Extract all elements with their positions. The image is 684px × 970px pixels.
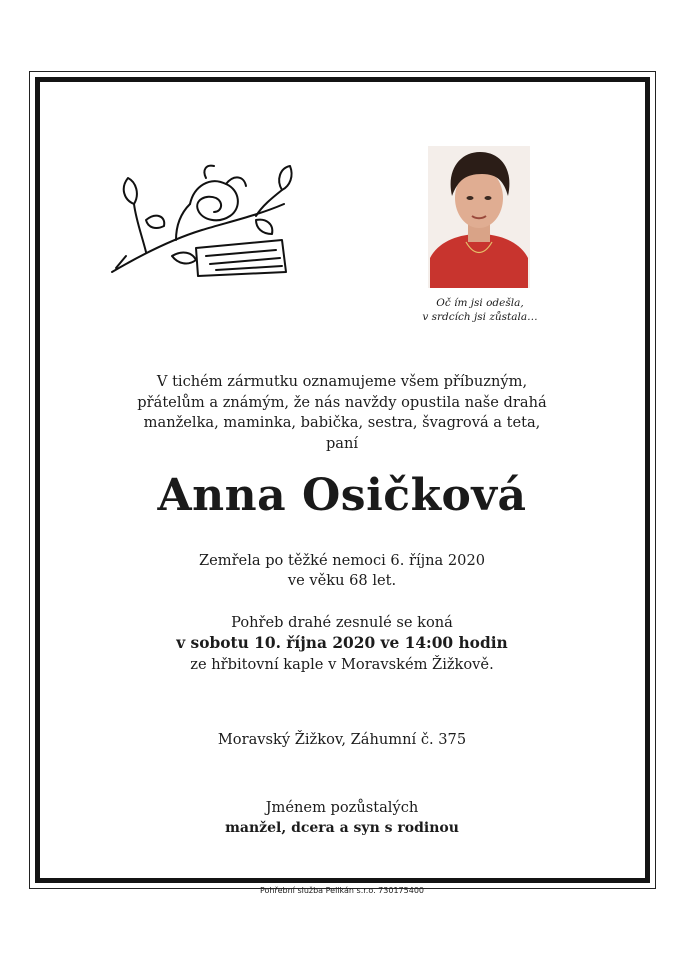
caption-line: Oč ím jsi odešla, xyxy=(436,297,524,309)
funeral-info xyxy=(100,612,584,675)
intro-line: manželka, maminka, babička, sestra, švagrová a teta, xyxy=(143,414,541,431)
rose-drawing-icon xyxy=(106,160,298,280)
death-line: Zemřela po těžké nemoci 6. října 2020 xyxy=(198,552,486,569)
funeral-line: Pohřeb drahé zesnulé se koná xyxy=(231,614,453,631)
deceased-name: Anna Osičková xyxy=(157,470,527,521)
funeral-service-footer: Pohřební služba Pelikán s.r.o. 730175400 xyxy=(259,886,424,895)
portrait-photo xyxy=(428,146,530,288)
photo-caption xyxy=(400,296,560,324)
signers xyxy=(100,797,584,839)
announcement-intro xyxy=(100,372,584,454)
age-line: ve věku 68 let. xyxy=(287,572,397,589)
death-info xyxy=(100,551,584,591)
funeral-place: ze hřbitovní kaple v Moravském Žižkově. xyxy=(190,656,494,673)
intro-line: V tichém zármutku oznamujeme všem příbuzným, xyxy=(156,373,528,390)
address: Moravský Žižkov, Záhumní č. 375 xyxy=(217,731,467,748)
caption-line: v srdcích jsi zůstala… xyxy=(422,311,538,323)
signers-heading: Jménem pozůstalých xyxy=(265,799,419,816)
intro-line: paní xyxy=(325,434,359,452)
intro-line: přátelům a známým, že nás navždy opustila naše drahá xyxy=(137,393,547,411)
funeral-date: v sobotu 10. října 2020 ve 14:00 hodin xyxy=(176,634,508,652)
signers-names: manžel, dcera a syn s rodinou xyxy=(225,820,459,836)
